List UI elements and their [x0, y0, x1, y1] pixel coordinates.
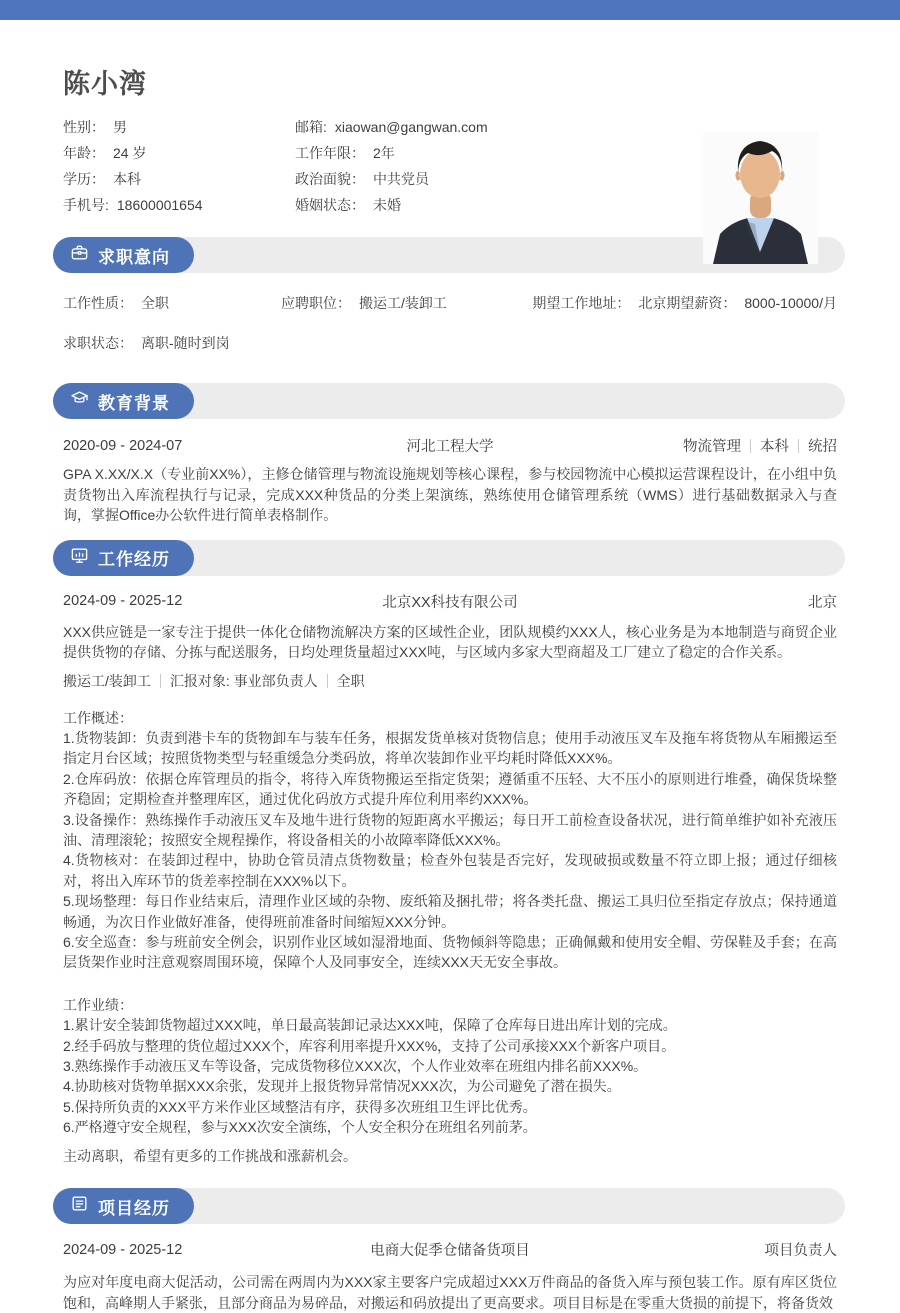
- field-label: 求职状态：: [63, 335, 133, 351]
- job-intention-field: [63, 333, 281, 353]
- info-label: 学历：: [63, 171, 105, 187]
- work-location: 北京: [808, 594, 837, 611]
- info-value: 未婚: [373, 197, 401, 213]
- info-item: [63, 166, 295, 192]
- project-description: 为应对年度电商大促活动，公司需在两周内为XXX家主要客户完成超过XXX万件商品的备货入库与预包装工作。原有库区货位饱和，高峰期人手紧张，且部分商品为易碎品，对搬运和码放提出了更高要求。项目目标是在零重大货损的前提下，将备货效: [63, 1274, 837, 1311]
- field-value: 8000-10000/月: [744, 295, 837, 311]
- top-accent-bar: [0, 0, 900, 20]
- work-overview: [63, 708, 837, 973]
- project-name: 电商大促季仓储备货项目: [370, 1243, 530, 1260]
- section-education-bar: [53, 383, 845, 419]
- info-value: 2年: [373, 145, 395, 161]
- work-leave-reason: 主动离职，希望有更多的工作挑战和涨薪机会。: [63, 1147, 357, 1164]
- section-education-title: 教育背景: [53, 383, 194, 419]
- field-label: 工作性质：: [63, 295, 133, 311]
- info-item: [63, 114, 295, 140]
- work-company-intro: XXX供应链是一家专注于提供一体化仓储物流解决方案的区域性企业，团队规模约XXX人，核心业务是为本地制造与商贸企业提供货物的存储、分拣与配送服务，日均处理货量超过XXX吨，与区域内多家大型商超及工厂建立了稳定的合作关系。: [63, 623, 837, 660]
- info-item: [295, 166, 488, 192]
- project-period: 2024-09 - 2025-12: [63, 1241, 183, 1258]
- education-meta: [617, 435, 837, 456]
- info-label: 婚姻状态：: [295, 197, 365, 213]
- education-degree: 本科: [760, 439, 789, 455]
- document-list-icon: [70, 1194, 89, 1218]
- education-description: GPA X.XX/X.X（专业前XX%），主修仓储管理与物流设施规划等核心课程，参与校园物流中心模拟运营课程设计，在小组中负责货物出入库流程执行与记录，完成XXX种货品的分类上架演练，熟练使用仓储管理系统（WMS）进行基础数据录入与查询，掌握Office办公软件进行简单表格制作。: [63, 466, 837, 523]
- work-achievement-item: 3.熟练操作手动液压叉车等设备，完成货物移位XXX次，个人作业效率在班组内排名前XXX%。: [63, 1058, 648, 1074]
- personal-info-left: [63, 114, 295, 218]
- id-photo-illustration: [703, 132, 818, 264]
- work-overview-item: 4.货物核对：在装卸过程中，协助仓管员清点货物数量；检查外包装是否完好，发现破损或数量不符立即上报；通过仔细核对，将出入库环节的货差率控制在XXX%以下。: [63, 852, 837, 889]
- field-value: 离职-随时到岗: [141, 335, 230, 351]
- work-achievement-item: 5.保持所负责的XXX平方米作业区域整洁有序，获得多次班组卫生评比优秀。: [63, 1098, 537, 1115]
- work-achievement-item: 6.严格遵守安全规程，参与XXX次安全演练，个人安全积分在班组名列前茅。: [63, 1119, 537, 1136]
- briefcase-icon: [70, 243, 89, 267]
- work-achievement-item: 2.经手码放与整理的货位超过XXX个，库容利用率提升XXX%，支持了公司承接XXX个新客户项目。: [63, 1037, 676, 1054]
- work-achievements-title: 工作业绩：: [63, 996, 133, 1013]
- field-label: 期望工作地址：: [532, 295, 631, 311]
- job-intention-field: [483, 293, 666, 313]
- section-project-title: 项目经历: [53, 1188, 194, 1224]
- info-label: 手机号:: [63, 197, 109, 213]
- field-value: 全职: [141, 295, 169, 311]
- education-entry-header: [63, 435, 837, 456]
- education-period: 2020-09 - 2024-07: [63, 437, 183, 454]
- divider: [327, 674, 328, 688]
- work-achievement-item: 1.累计安全装卸货物超过XXX吨，单日最高装卸记录达XXX吨，保障了仓库每日进出库计划的完成。: [63, 1017, 677, 1034]
- work-overview-item: 2.仓库码放：依据仓库管理员的指令，将待入库货物搬运至指定货架；遵循重不压轻、大不压小的原则进行堆叠，确保货垛整齐稳固；定期检查并整理库区，通过优化码放方式提升库位利用率约XXX%。: [63, 770, 837, 808]
- field-value: 北京: [638, 295, 667, 311]
- work-job-type: 全职: [336, 672, 365, 689]
- work-company: 北京XX科技有限公司: [382, 594, 518, 611]
- info-item: [295, 192, 488, 218]
- work-report-to: 汇报对象: 事业部负责人: [169, 672, 318, 689]
- info-value: 男: [113, 119, 127, 135]
- resume-page: [0, 62, 900, 1313]
- education-admission: 统招: [808, 439, 837, 455]
- job-intention-field: [281, 293, 483, 313]
- info-item: [295, 114, 488, 140]
- divider: [160, 674, 161, 688]
- work-entry-header: [63, 591, 837, 612]
- info-label: 邮箱:: [295, 119, 327, 135]
- education-major: 物流管理: [683, 439, 741, 455]
- work-overview-item: 3.设备操作：熟练操作手动液压叉车及地牛进行货物的短距离水平搬运；每日开工前检查设备状况，进行简单维护如补充液压油、清理滚轮；按照安全规程操作，将设备相关的小故障率降低XXX%。: [63, 811, 837, 848]
- info-label: 政治面貌：: [295, 171, 365, 187]
- info-label: 性别：: [63, 119, 105, 135]
- info-value: xiaowan@gangwan.com: [334, 119, 488, 135]
- work-period: 2024-09 - 2025-12: [63, 593, 183, 609]
- work-achievement-item: 4.协助核对货物单据XXX余张，发现并上报货物异常情况XXX次，为公司避免了潜在损失。: [63, 1078, 621, 1095]
- work-overview-item: 5.现场整理：每日作业结束后，清理作业区域的杂物、废纸箱及捆扎带；将各类托盘、搬运工具归位至指定存放点；保持通道畅通，为次日作业做好准备，使得班前准备时间缩短XXX分钟。: [63, 893, 837, 930]
- personal-info-right: [295, 114, 488, 218]
- work-overview-item: 1.货物装卸：负责到港卡车的货物卸车与装车任务，根据发货单核对货物信息；使用手动液压叉车及拖车将货物从车厢搬运至指定月台区域；按照货物类型与轻重缓急分类码放，将单次装卸作业平均耗时降低XXX%。: [63, 729, 837, 767]
- work-role: 搬运工/装卸工: [63, 672, 151, 689]
- section-project-bar: [53, 1188, 845, 1224]
- job-intention-row2: [63, 333, 837, 353]
- work-overview-item: 6.安全巡查：参与班前安全例会，识别作业区域如湿滑地面、货物倾斜等隐患；正确佩戴和使用安全帽、劳保鞋及手套；在高层货架作业时注意观察周围环境，保障个人及同事安全，连续XXX天无安全事故。: [63, 933, 837, 971]
- work-achievements-list: [63, 1015, 837, 1137]
- info-value: 24 岁: [113, 145, 147, 161]
- info-item: [63, 140, 295, 166]
- section-work-bar: [53, 540, 845, 576]
- job-intention-field: [63, 293, 281, 313]
- info-item: [63, 192, 295, 218]
- id-photo: [703, 132, 818, 264]
- field-label: 期望薪资：: [666, 295, 737, 311]
- info-label: 工作年限：: [295, 145, 365, 161]
- divider: [750, 439, 751, 453]
- work-overview-list: [63, 728, 837, 973]
- work-role-row: [63, 671, 837, 691]
- education-school: 河北工程大学: [406, 439, 494, 455]
- job-intention-row1: [63, 293, 837, 313]
- divider: [798, 439, 799, 453]
- field-value: 搬运工/装卸工: [359, 295, 447, 311]
- project-role: 项目负责人: [764, 1243, 837, 1260]
- work-achievements: [63, 995, 837, 1138]
- monitor-icon: [70, 546, 89, 570]
- info-value: 本科: [113, 171, 141, 187]
- section-job-intention-title: 求职意向: [53, 237, 194, 273]
- work-overview-title: 工作概述：: [63, 709, 133, 726]
- job-intention-field: [666, 293, 837, 313]
- info-item: [295, 140, 488, 166]
- person-name: 陈小湾: [63, 69, 147, 99]
- section-work-title: 工作经历: [53, 540, 194, 576]
- info-value: 18600001654: [116, 197, 203, 213]
- info-value: 中共党员: [373, 171, 429, 187]
- field-label: 应聘职位：: [281, 295, 351, 311]
- project-entry-header: [63, 1239, 837, 1260]
- graduation-cap-icon: [70, 389, 89, 413]
- info-label: 年龄：: [63, 145, 105, 161]
